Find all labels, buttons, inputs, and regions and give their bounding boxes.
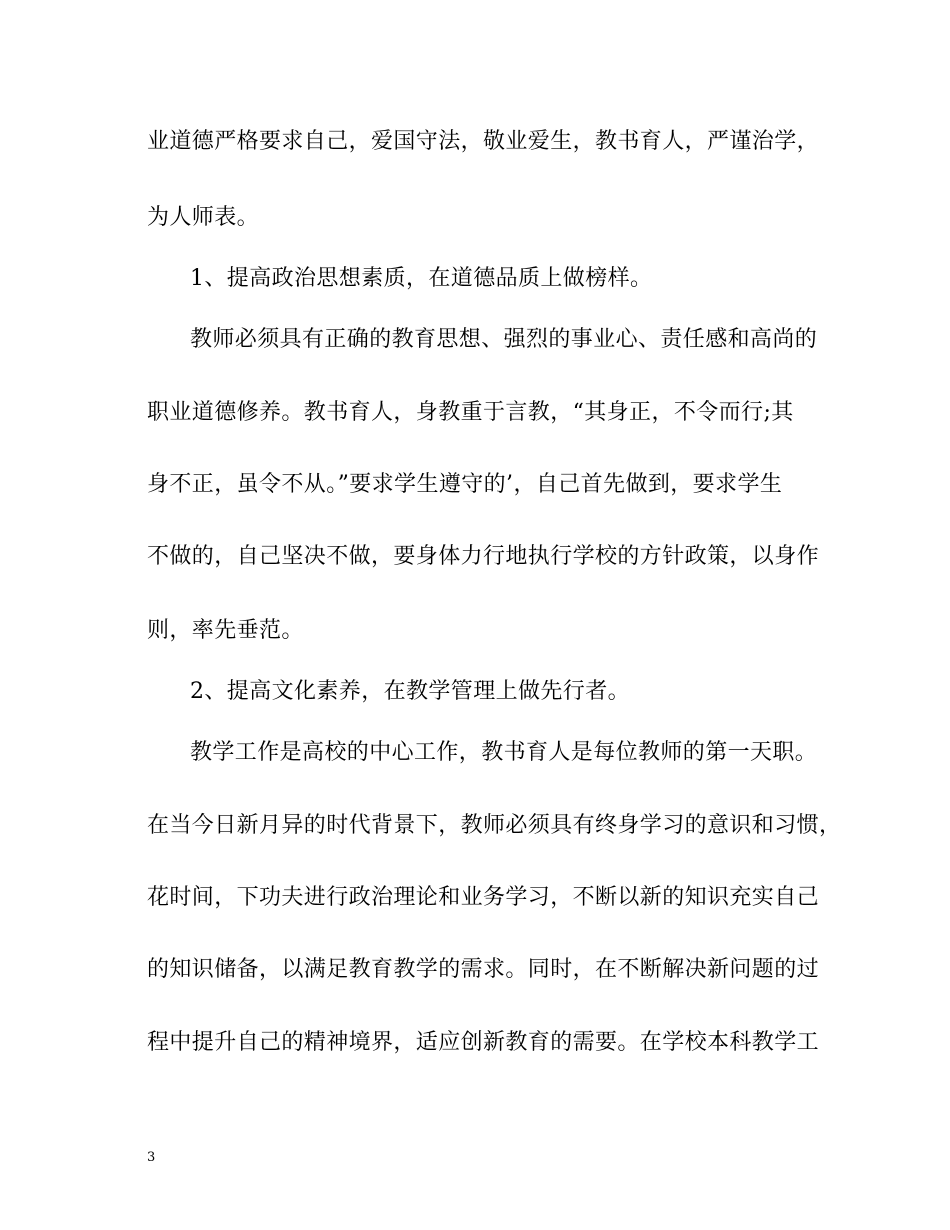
text-line: 的知识储备，以满足教育教学的需求。同时，在不断解决新问题的过 <box>147 957 820 982</box>
text-line: 为人师表。 <box>147 205 260 230</box>
text-line: 在当今日新月异的时代背景下，教师必须具有终身学习的意识和习惯， <box>147 813 842 838</box>
text-line: 则，率先垂范。 <box>147 618 304 643</box>
text-line: 不做的，自己坚决不做，要身体力行地执行学校的方针政策，以身作 <box>147 544 820 569</box>
text-line: 业道德严格要求自己，爱国守法，敬业爱生，教书育人，严谨治学， <box>147 129 820 154</box>
text-line: 教师必须具有正确的教育思想、强烈的事业心、责任感和高尚的 <box>190 327 818 352</box>
text-line: 教学工作是高校的中心工作，教书育人是每位教师的第一天职。 <box>190 740 818 765</box>
text-line: 身不正，虽令不从。”要求学生遵守的’，自己首先做到，要求学生 <box>147 472 783 497</box>
text-line: 程中提升自己的精神境界，适应创新教育的需要。在学校本科教学工 <box>147 1030 820 1055</box>
text-line: 职业道德修养。教书育人，身教重于言教，“其身正，不令而行;其 <box>147 400 794 425</box>
text-line: 花时间，下功夫进行政治理论和业务学习，不断以新的知识充实自己 <box>147 885 820 910</box>
section-heading: 2、提高文化素养，在教学管理上做先行者。 <box>190 679 630 704</box>
section-heading: 1、提高政治思想素质，在道德品质上做榜样。 <box>190 266 653 291</box>
page-number: 3 <box>147 1150 156 1165</box>
